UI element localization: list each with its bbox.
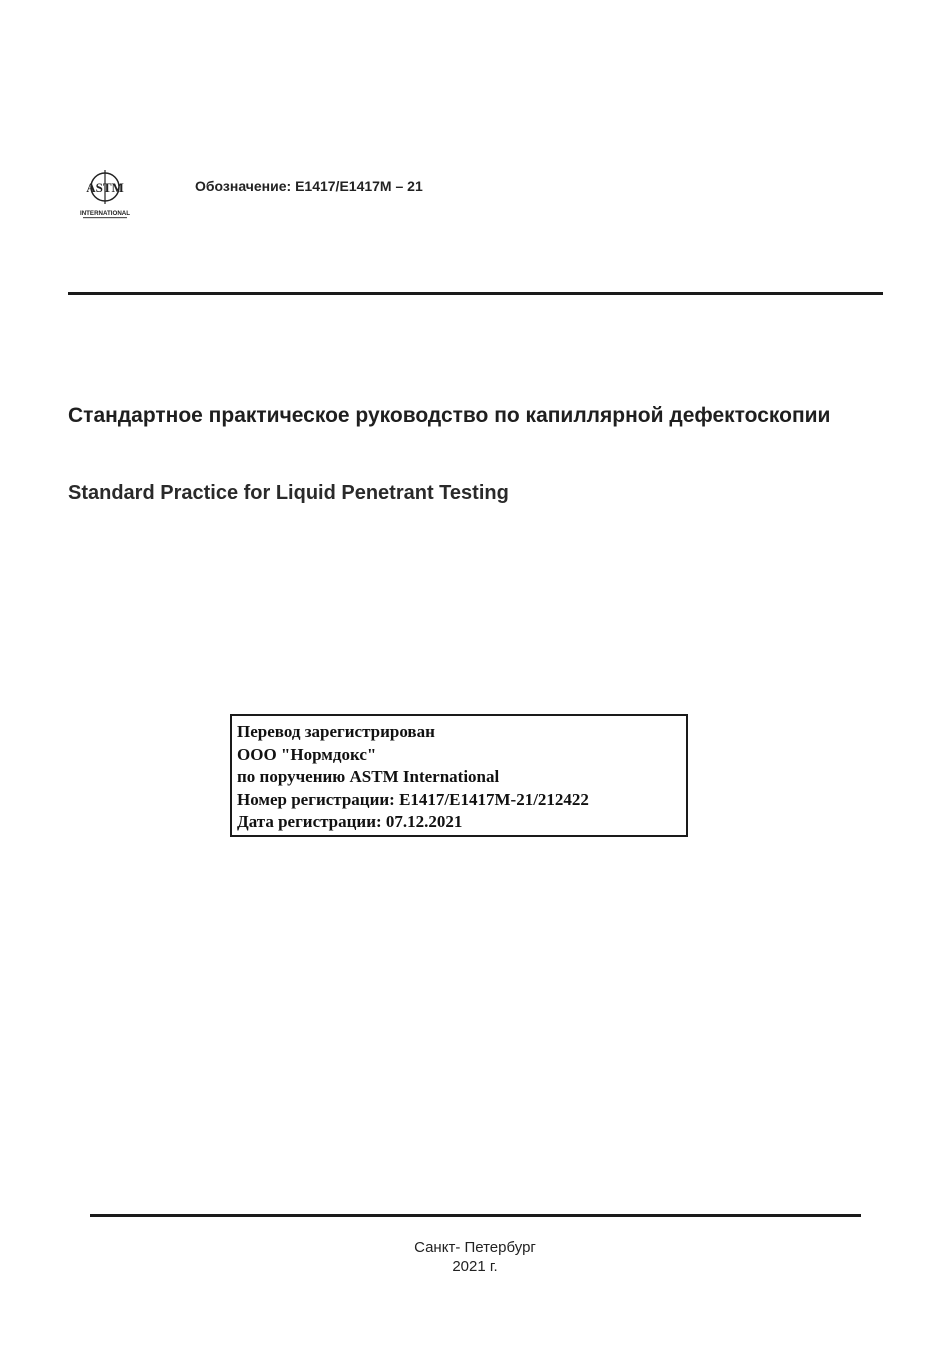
registration-line: по поручению ASTM International xyxy=(237,767,500,786)
registration-box xyxy=(230,714,688,837)
footer-city: Санкт- Петербург xyxy=(414,1239,536,1256)
top-divider xyxy=(68,292,883,295)
registration-line: Перевод зарегистрирован xyxy=(237,722,435,741)
registration-date: Дата регистрации: 07.12.2021 xyxy=(237,812,463,831)
registration-number: Номер регистрации: E1417/E1417M-21/212422 xyxy=(237,789,589,809)
title-english: Standard Practice for Liquid Penetrant Testing xyxy=(68,482,509,504)
svg-text:INTERNATIONAL: INTERNATIONAL xyxy=(80,210,130,217)
bottom-divider xyxy=(90,1214,861,1217)
registration-line: ООО "Нормдокс" xyxy=(237,744,377,764)
title-russian: Стандартное практическое руководство по капиллярной дефектоскопии xyxy=(68,404,831,427)
footer-year: 2021 г. xyxy=(452,1258,498,1275)
svg-text:ASTM: ASTM xyxy=(86,180,124,195)
document-designation: Обозначение: E1417/E1417M – 21 xyxy=(195,178,423,194)
astm-logo xyxy=(80,165,130,223)
